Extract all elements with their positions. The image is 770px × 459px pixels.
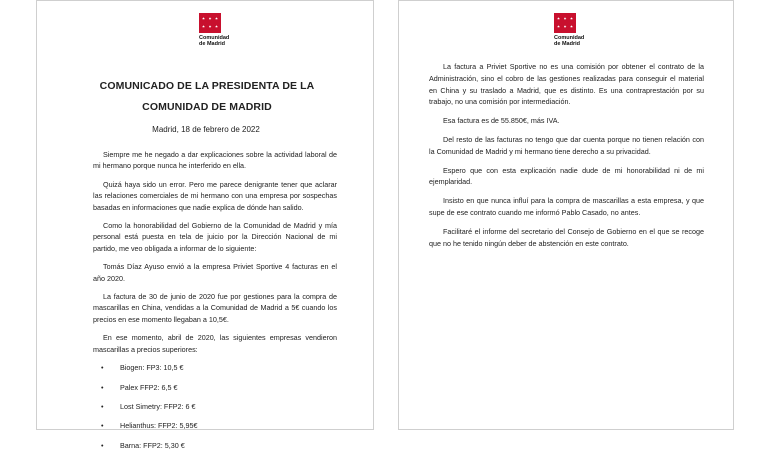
bullet-icon: • <box>101 382 104 392</box>
comunidad-madrid-logo <box>199 13 229 47</box>
logo-line2: de Madrid <box>199 41 225 47</box>
paragraph: En ese momento, abril de 2020, las siguientes empresas vendieron mascarillas a precios superiores: <box>93 333 337 354</box>
document-body-right <box>429 61 704 256</box>
document-page-right <box>398 0 734 430</box>
list-item-text: Lost Simetry: FFP2: 6 € <box>120 401 196 411</box>
comunidad-madrid-logo <box>554 13 584 47</box>
paragraph: Quizá haya sido un error. Pero me parece denigrante tener que aclarar las relaciones comerciales de mi hermano con una empresa por sospechas basadas en informaciones que nadie explica de dónde han salido. <box>93 179 337 212</box>
paragraph: Espero que con esta explicación nadie dude de mi honorabilidad ni de mi ejemplaridad. <box>429 165 704 187</box>
list-item <box>93 440 337 451</box>
bullet-icon: • <box>101 440 104 450</box>
paragraph: Del resto de las facturas no tengo que dar cuenta porque no tienen relación con la Comunidad de Madrid y mi hermano tiene derecho a su privacidad. <box>429 134 704 156</box>
paragraph: Insisto en que nunca influí para la compra de mascarillas a esta empresa, y que supe de ese contrato cuando me informó Pablo Casado, no antes. <box>429 196 704 217</box>
document-page-left <box>36 0 374 450</box>
paragraph: Como la honorabilidad del Gobierno de la Comunidad de Madrid y mía personal está puesta en tela de juicio por la Dirección Nacional de mi partido, me veo obligada a informar de lo siguiente: <box>93 221 337 253</box>
list-item <box>93 382 337 393</box>
logo-line1: Comunidad <box>554 35 585 41</box>
bullet-icon: • <box>101 363 104 373</box>
paragraph: Esa factura es de 55.850€, más IVA. <box>443 116 560 126</box>
price-list <box>93 362 337 451</box>
paragraph: La factura de 30 de junio de 2020 fue por gestiones para la compra de mascarillas en China, vendidas a la Comunidad de Madrid a 5€ cuando los precios en ese momento llegaban a 10,5€. <box>93 292 337 324</box>
bullet-icon: • <box>101 421 104 431</box>
list-item <box>93 362 337 373</box>
document-title: COMUNICADO DE LA PRESIDENTA DE LA COMUNIDAD DE MADRID <box>99 80 315 113</box>
bullet-icon: • <box>101 401 104 411</box>
logo-line2: de Madrid <box>554 41 580 47</box>
madrid-flag-icon <box>554 13 576 33</box>
madrid-flag-icon <box>199 13 221 33</box>
logo-line1: Comunidad <box>199 35 230 41</box>
list-item-text: Helianthus: FFP2: 5,95€ <box>120 421 198 431</box>
paragraph: Facilitaré el informe del secretario del Consejo de Gobierno en el que se recoge que no he tenido ningún deber de abstención en este contrato. <box>429 226 704 248</box>
paragraph: La factura a Priviet Sportive no es una comisión por obtener el contrato de la Administración, sino el cobro de las gestiones realizadas para conseguir el material en China y su traslado a Madrid, que es distinto. Es una contraprestación por su trabajo, no una comisión por intermediación. <box>429 62 704 107</box>
paragraph: Tomás Díaz Ayuso envió a la empresa Priviet Sportive 4 facturas en el año 2020. <box>93 262 337 283</box>
list-item-text: Biogen: FP3: 10,5 € <box>120 363 184 373</box>
list-item-text: Palex FFP2: 6,5 € <box>120 382 178 392</box>
list-item <box>93 401 337 412</box>
list-item-text: Barna: FFP2: 5,30 € <box>120 440 185 450</box>
document-date: Madrid, 18 de febrero de 2022 <box>152 125 260 134</box>
paragraph: Siempre me he negado a dar explicaciones sobre la actividad laboral de mi hermano porque nunca he interferido en ella. <box>93 150 337 171</box>
document-body-left <box>93 149 337 459</box>
list-item <box>93 420 337 431</box>
